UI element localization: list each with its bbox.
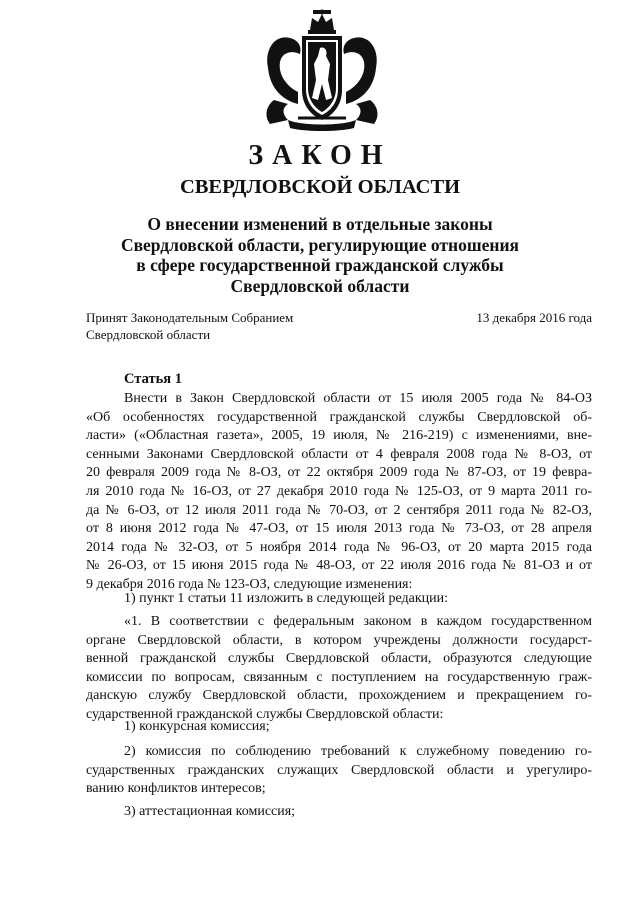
article-heading: Статья 1: [124, 371, 182, 387]
text-line: 3) аттестационная комиссия;: [124, 804, 296, 819]
coat-of-arms-emblem: [258, 8, 386, 132]
article-paragraph: [86, 718, 592, 737]
text-line: ванию конфликтов интересов;: [86, 781, 266, 797]
text-line: комиссии по вопросам, связанным с поступлением на государственную граж-: [86, 669, 592, 685]
text-line: сударственной гражданской службы Свердловской области:: [86, 706, 444, 722]
text-line: 1) пункт 1 статьи 11 изложить в следующей редакции:: [124, 591, 448, 606]
document-type-heading: ЗАКОН: [248, 140, 392, 171]
law-title-line: в сфере государственной гражданской службы: [136, 255, 504, 275]
adoption-line: Принят Законодательным Собранием: [86, 310, 294, 325]
article-paragraph: [86, 590, 592, 609]
adoption-date: 13 декабря 2016 года: [476, 310, 592, 325]
law-title-line: Свердловской области, регулирующие отношения: [120, 234, 520, 255]
text-line: ласти» («Областная газета», 2005, 19 июля, № 216-219) с изменениями, вне-: [86, 428, 592, 444]
article-paragraph: [86, 743, 592, 799]
text-line: ля 2010 года № 16-ОЗ, от 27 декабря 2010 года № 125-ОЗ, от 9 марта 2011 го-: [86, 483, 592, 499]
text-line: 1) конкурсная комиссия;: [124, 719, 270, 734]
adoption-note: [86, 309, 293, 343]
region-heading: СВЕРДЛОВСКОЙ ОБЛАСТИ: [179, 176, 461, 198]
text-line: Внести в Закон Свердловской области от 15 июля 2005 года № 84-ОЗ: [124, 391, 592, 406]
law-title-line: О внесении изменений в отдельные законы: [147, 214, 493, 234]
text-line: от 8 июня 2012 года № 47-ОЗ, от 15 июля 2013 года № 73-ОЗ, от 28 апреля: [86, 521, 592, 537]
text-line: 2) комиссия по соблюдению требований к служебному поведению го-: [124, 744, 592, 759]
text-line: «1. В соответствии с федеральным законом в каждом государственном: [124, 614, 592, 629]
text-line: сенными Законами Свердловской области от 4 февраля 2008 года № 8-ОЗ, от: [86, 446, 592, 462]
text-line: 9 декабря 2016 года № 123-ОЗ, следующие изменения:: [86, 576, 413, 592]
law-title: [60, 214, 580, 296]
text-line: № 26-ОЗ, от 15 июня 2015 года № 48-ОЗ, от 22 июля 2016 года № 81-ОЗ и от: [86, 558, 592, 574]
article-paragraph: [86, 390, 592, 595]
article-paragraph: [86, 803, 592, 822]
law-title-line: Свердловской области: [230, 275, 410, 296]
text-line: венной гражданской службы Свердловской области, образуются следующие: [86, 651, 592, 667]
text-line: «Об особенностях государственной гражданской службы Свердловской об-: [86, 409, 592, 425]
text-line: данскую службу Свердловской области, прохождением и прекращением го-: [86, 688, 592, 704]
article-paragraph: [86, 613, 592, 725]
text-line: да № 6-ОЗ, от 12 июля 2011 года № 70-ОЗ, от 2 сентября 2011 года № 82-ОЗ,: [86, 502, 592, 518]
text-line: сударственных гражданских служащих Свердловской области и урегулиро-: [86, 762, 592, 778]
text-line: 20 февраля 2009 года № 8-ОЗ, от 22 октября 2009 года № 87-ОЗ, от 19 февра-: [86, 465, 592, 481]
adoption-line: Свердловской области: [86, 327, 211, 342]
text-line: 2014 года № 32-ОЗ, от 5 ноября 2014 года № 96-ОЗ, от 20 марта 2015 года: [86, 539, 592, 555]
text-line: органе Свердловской области, в котором учреждены должности государст-: [86, 632, 592, 648]
